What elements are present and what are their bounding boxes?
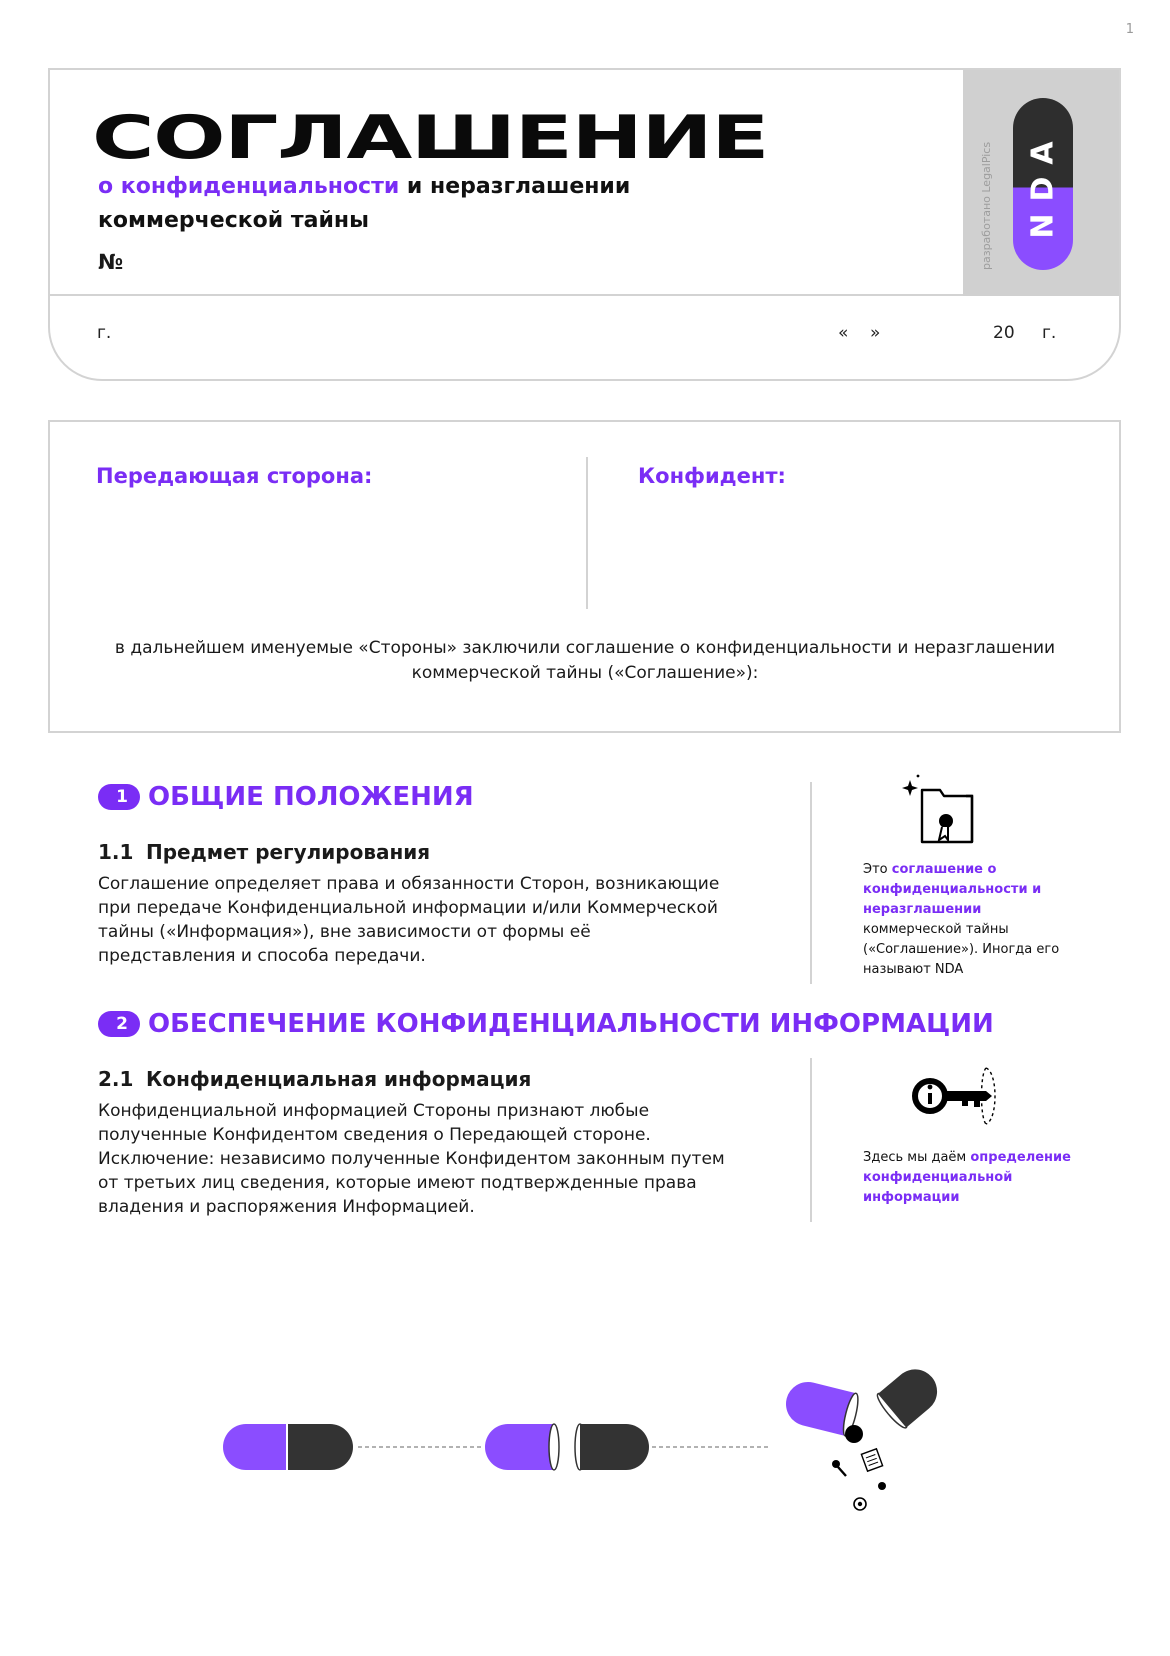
section-2-header — [98, 1009, 994, 1039]
developer-note: разработано LegalPics — [980, 141, 993, 270]
nda-badge — [1013, 98, 1073, 270]
subsection-1-1-title — [98, 840, 430, 864]
header-card — [48, 68, 1121, 381]
document-icon — [861, 1449, 882, 1471]
header-date-row — [50, 296, 1119, 379]
subtitle-line2: коммерческой тайны — [98, 208, 369, 233]
document-subtitle — [98, 170, 630, 238]
parties-intro-text: в дальнейшем именуемые «Стороны» заключили соглашение о конфиденциальности и неразглашении коммерческой тайны («Соглашение»): — [114, 638, 1056, 683]
year-suffix: г. — [1042, 323, 1057, 343]
document-title: СОГЛАШЕНИЕ — [92, 103, 769, 173]
section-2-note-prefix: Здесь мы даём — [863, 1150, 971, 1165]
certificate-folder-icon — [900, 772, 990, 856]
section-2-badge: 2 — [98, 1011, 140, 1037]
section-2-note — [863, 1148, 1093, 1208]
date-day-field: « » — [838, 323, 881, 343]
section-1-badge: 1 — [98, 784, 140, 810]
confidant-title: Конфидент: — [638, 464, 786, 488]
open-capsule — [781, 1360, 946, 1510]
subsection-2-1-number: 2.1 — [98, 1067, 134, 1091]
section-1-note-highlight: соглашение о конфиденциальности и неразглашении — [863, 862, 1042, 917]
section-1-note-prefix: Это — [863, 862, 892, 877]
opening-capsule — [485, 1424, 649, 1470]
subsection-2-1-label: Конфиденциальная информация — [146, 1067, 532, 1091]
key-icon — [832, 1460, 846, 1476]
section-1-title: ОБЩИЕ ПОЛОЖЕНИЯ — [148, 782, 474, 812]
subsection-2-1-title — [98, 1067, 531, 1091]
subsection-1-1-body: Соглашение определяет права и обязанности Сторон, возникающие при передаче Конфиденциальной информации и/или Коммерческой тайны («Информация»), вне зависимости от формы её представления и способа передачи. — [98, 874, 720, 966]
section-1-note-divider — [810, 782, 812, 984]
page-number: 1 — [1125, 22, 1134, 37]
subtitle-rest: и неразглашении — [399, 174, 631, 199]
subtitle-accent: о конфиденциальности — [98, 174, 400, 199]
parties-divider — [586, 457, 588, 609]
capsule-illustration — [200, 1320, 980, 1520]
year-prefix: 20 — [993, 323, 1015, 343]
section-2-note-divider — [810, 1058, 812, 1222]
transferring-party-title: Передающая сторона: — [96, 464, 373, 488]
nda-badge-label: NDA — [1025, 129, 1061, 239]
section-2-note-highlight: определение конфиденциальной информации — [863, 1150, 1071, 1205]
target-icon — [854, 1498, 866, 1510]
subsection-2-1-body: Конфиденциальной информацией Стороны признают любые полученные Конфидентом сведения о Передающей стороне. Исключение: независимо полученные Конфидентом законным путем от третьих лиц сведения, которые имеют подтвержденные права владения и распоряжения Информацией. — [98, 1101, 725, 1217]
document-number-label: № — [98, 250, 124, 274]
city-label: г. — [97, 323, 112, 343]
header-top — [50, 70, 1119, 296]
parties-card — [48, 420, 1121, 733]
closed-capsule — [223, 1424, 353, 1470]
info-key-icon — [910, 1066, 1002, 1130]
section-1-note — [863, 860, 1093, 980]
subsection-1-1-label: Предмет регулирования — [146, 840, 431, 864]
subsection-1-1-number: 1.1 — [98, 840, 134, 864]
section-1-header — [98, 782, 474, 812]
section-1-note-suffix: коммерческой тайны («Соглашение»). Иногда его называют NDA — [863, 922, 1060, 977]
section-2-title: ОБЕСПЕЧЕНИЕ КОНФИДЕНЦИАЛЬНОСТИ ИНФОРМАЦИИ — [148, 1009, 994, 1039]
